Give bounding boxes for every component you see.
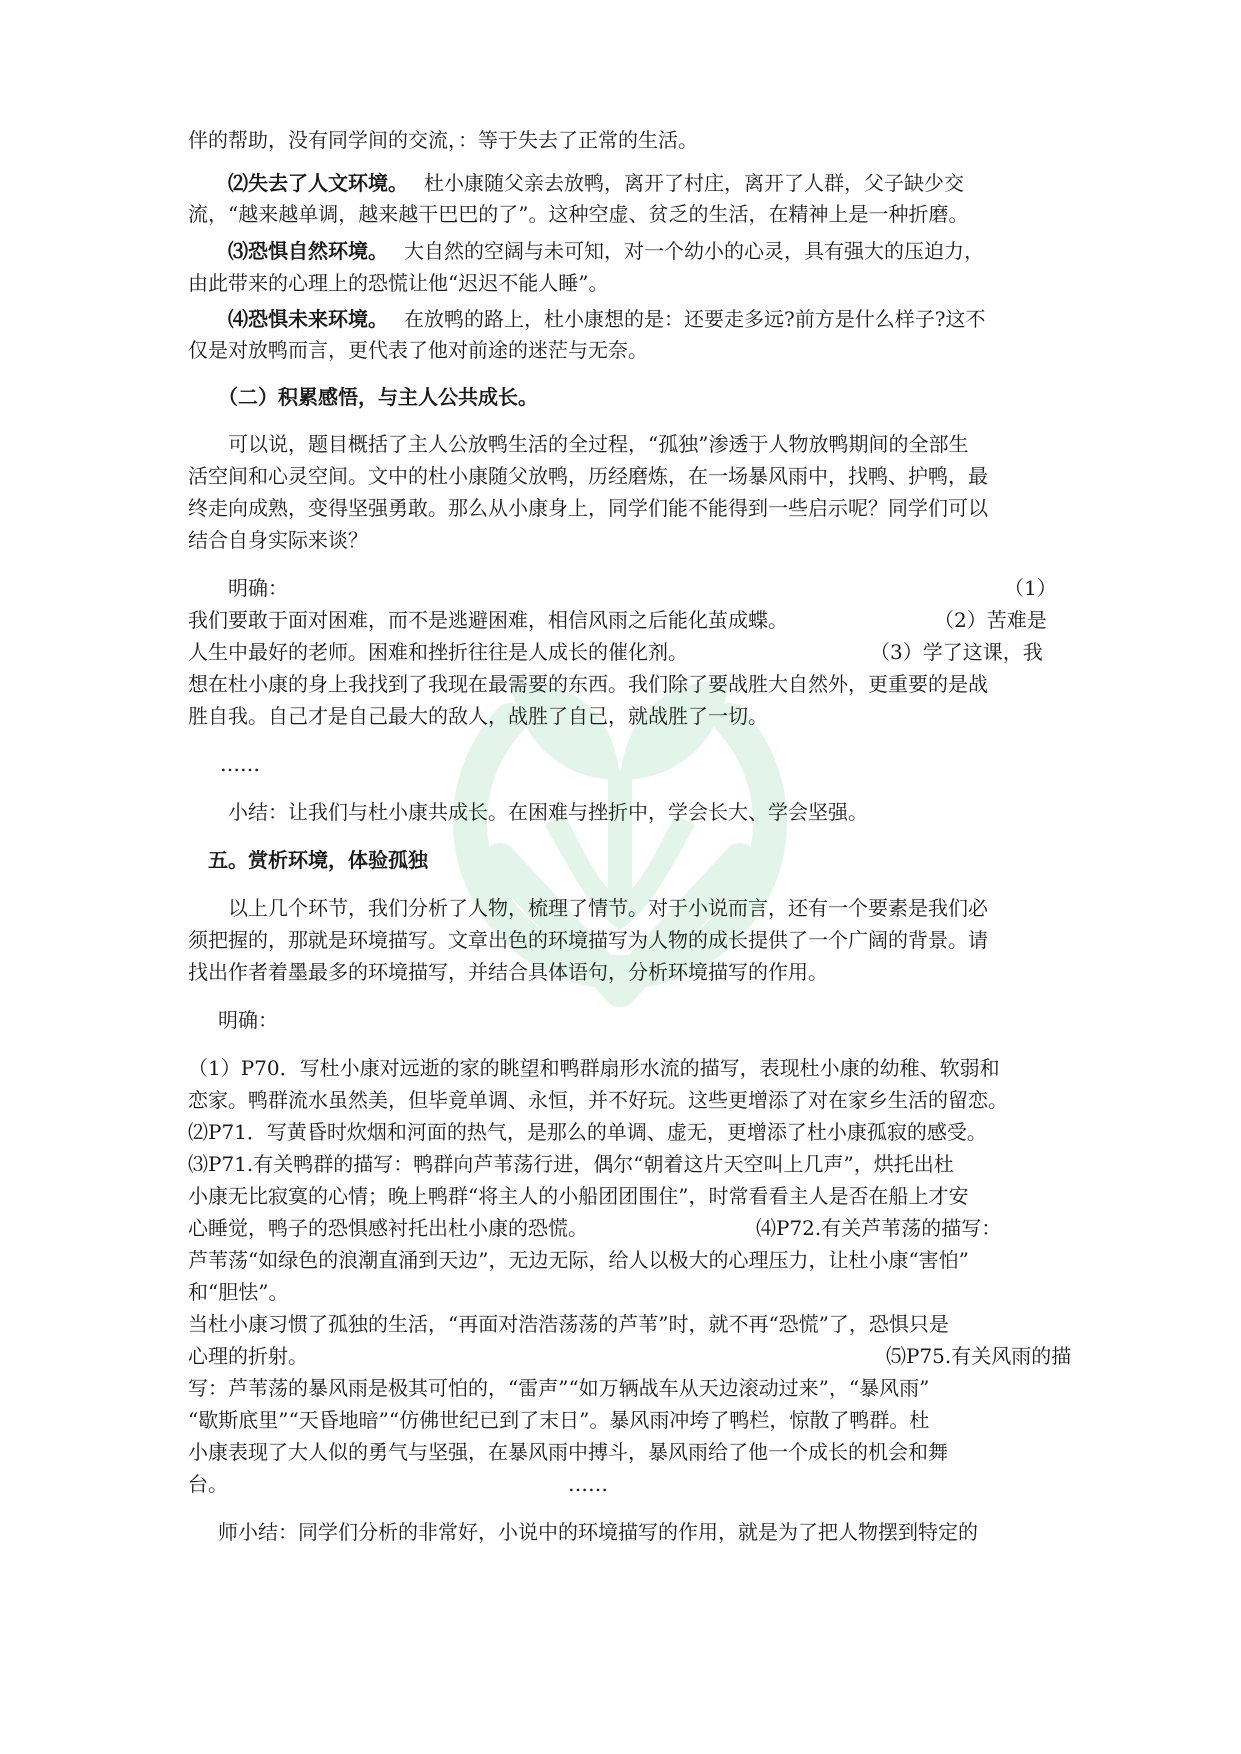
section-heading: ⑵失去了人文环境。	[228, 171, 408, 195]
text-line: 师小结：同学们分析的非常好，小说中的环境描写的作用，就是为了把人物摆到特定的	[218, 1520, 978, 1544]
text-line: 恋家。鸭群流水虽然美，但毕竟单调、永恒，并不好玩。这些更增添了对在家乡生活的留恋。	[188, 1088, 1008, 1112]
text-line: 流，“越来越单调，越来越干巴巴的了”。这种空虚、贫乏的生活，在精神上是一种折磨。	[188, 202, 969, 226]
text-line: 活空间和心灵空间。文中的杜小康随父放鸭，历经磨炼，在一场暴风雨中，找鸭、护鸭，最	[188, 464, 988, 488]
section-heading: 五。赏析环境，体验孤独	[208, 848, 428, 872]
text-line: 小康无比寂寞的心情；晚上鸭群“将主人的小船团团围住”，时常看看主人是否在船上才安	[188, 1184, 969, 1208]
text-line: ⑷P72.有关芦苇荡的描写：	[756, 1216, 1002, 1240]
section-heading: ⑶恐惧自然环境。	[228, 239, 388, 263]
text-line: 可以说，题目概括了主人公放鸭生活的全过程，“孤独”渗透于人物放鸭期间的全部生	[228, 432, 969, 456]
text-line: （2）苦难是	[934, 608, 1047, 632]
text-line: 找出作者着墨最多的环境描写，并结合具体语句，分析环境描写的作用。	[188, 960, 828, 984]
text-line: 结合自身实际来谈？	[188, 528, 368, 552]
text-line: 人生中最好的老师。困难和挫折往往是人成长的催化剂。	[188, 640, 688, 664]
text-line: （3）学了这课，我	[870, 640, 1043, 664]
text-line: 胜自我。自己才是自己最大的敌人，战胜了自己，就战胜了一切。	[188, 704, 768, 728]
text-line: 当杜小康习惯了孤独的生活，“再面对浩浩荡荡的芦苇”时，就不再“恐慌”了，恐惧只是	[188, 1312, 949, 1336]
text-line: 写：芦苇荡的暴风雨是极其可怕的，“雷声”“如万辆战车从天边滚动过来”，“暴风雨”	[188, 1376, 930, 1400]
text-line: （1）P70．写杜小康对远逝的家的眺望和鸭群扇形水流的描写，表现杜小康的幼稚、软弱和	[188, 1056, 1000, 1080]
section-heading: （二）积累感悟，与主人公共成长。	[218, 385, 538, 409]
text-line: 伴的帮助，没有同学间的交流，：等于失去了正常的生活。	[188, 128, 698, 152]
text-line: 小康表现了大人似的勇气与坚强，在暴风雨中搏斗，暴风雨给了他一个成长的机会和舞	[188, 1440, 948, 1464]
text-line: 心理的折射。	[188, 1344, 308, 1368]
text-line: ……	[220, 752, 260, 776]
text-line: 由此带来的心理上的恐慌让他“迟迟不能人睡”。	[188, 271, 609, 295]
text-line: （1）	[1004, 576, 1057, 600]
text-line: 明确：	[228, 576, 288, 600]
text-line: ⑸P75.有关风雨的描	[886, 1344, 1072, 1368]
text-line: 仅是对放鸭而言，更代表了他对前途的迷茫与无奈。	[188, 338, 648, 362]
text-line: 我们要敢于面对困难，而不是逃避困难，相信风雨之后能化茧成蝶。	[188, 608, 788, 632]
text-line: 想在杜小康的身上我找到了我现在最需要的东西。我们除了要战胜大自然外，更重要的是战	[188, 672, 988, 696]
text-line: ……	[568, 1472, 608, 1496]
text-line: 心睡觉，鸭子的恐惧感衬托出杜小康的恐慌。	[188, 1216, 588, 1240]
text-line: 大自然的空阔与未可知，对一个幼小的心灵，具有强大的压迫力，	[404, 239, 984, 263]
text-line: “歇斯底里”“天昏地暗”“仿佛世纪已到了末日”。暴风雨冲垮了鸭栏，惊散了鸭群。杜	[188, 1408, 930, 1432]
text-line: 台。	[188, 1472, 228, 1496]
text-line: 以上几个环节，我们分析了人物，梳理了情节。对于小说而言，还有一个要素是我们必	[228, 896, 988, 920]
text-line: ⑶P71.有关鸭群的描写：鸭群向芦苇荡行进，偶尔“朝着这片天空叫上几声”，烘托出杜	[188, 1152, 954, 1176]
text-line: 芦苇荡“如绿色的浪潮直涌到天边”，无边无际，给人以极大的心理压力，让杜小康“害怕”	[188, 1248, 969, 1272]
text-line: 杜小康随父亲去放鸭，离开了村庄，离开了人群，父子缺少交	[424, 171, 964, 195]
text-line: 明确：	[218, 1008, 278, 1032]
text-line: 须把握的，那就是环境描写。文章出色的环境描写为人物的成长提供了一个广阔的背景。请	[188, 928, 988, 952]
text-line: 和“胆怯”。	[188, 1280, 289, 1304]
text-line: ⑵P71．写黄昏时炊烟和河面的热气，是那么的单调、虚无，更增添了杜小康孤寂的感受。	[188, 1120, 987, 1144]
section-heading: ⑷恐惧未来环境。	[228, 307, 388, 331]
text-line: 小结：让我们与杜小康共成长。在困难与挫折中，学会长大、学会坚强。	[228, 800, 868, 824]
text-line: 终走向成熟，变得坚强勇敢。那么从小康身上，同学们能不能得到一些启示呢？同学们可以	[188, 496, 988, 520]
text-line: 在放鸭的路上，杜小康想的是：还要走多远?前方是什么样子?这不	[404, 307, 986, 331]
